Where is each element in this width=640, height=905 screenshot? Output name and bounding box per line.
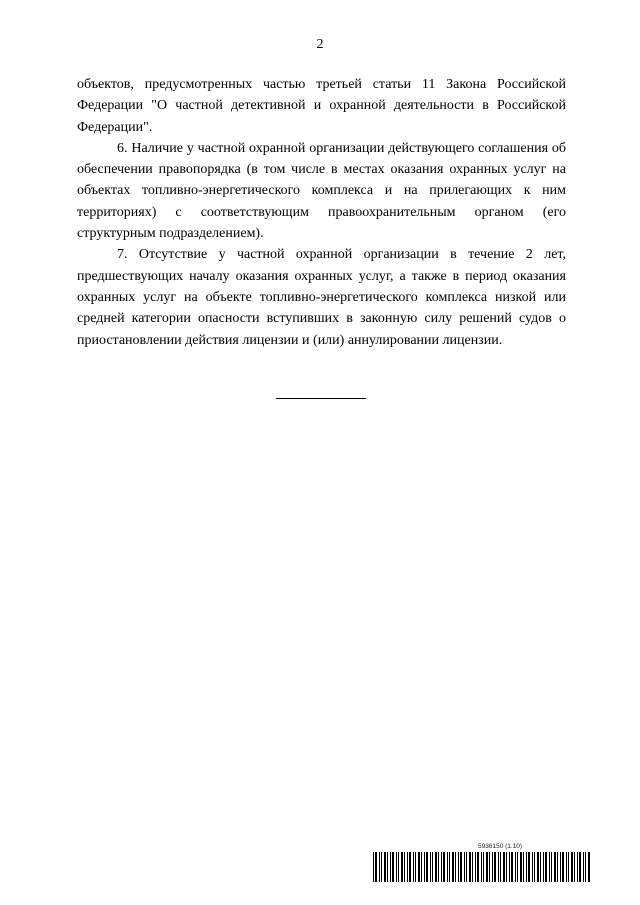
barcode-image [373,852,591,882]
paragraph-item-7: 7. Отсутствие у частной охранной организации в течение 2 лет, предшествующих началу оказания охранных услуг, а также в период оказания охранных услуг на объекте топливно-энергетического комплекса низкой или средней категории опасности вступивших в законную силу решений судов о приостановлении действия лицензии и (или) аннулировании лицензии. [77,247,566,348]
document-code: 5936150 (1.10) [478,843,523,850]
paragraph-continuation: объектов, предусмотренных частью третьей статьи 11 Закона Российской Федерации "О частной детективной и охранной деятельности в Российской Федерации". [77,77,566,135]
document-body [77,74,566,351]
end-divider-line [276,398,366,399]
paragraph-item-6: 6. Наличие у частной охранной организации действующего соглашения об обеспечении правопорядка (в том числе в местах оказания охранных услуг на объектах топливно-энергетического комплекса и на прилегающих к ним территориях) с соответствующим правоохранительным органом (его структурным подразделением). [77,140,566,242]
page-number: 2 [316,37,324,52]
